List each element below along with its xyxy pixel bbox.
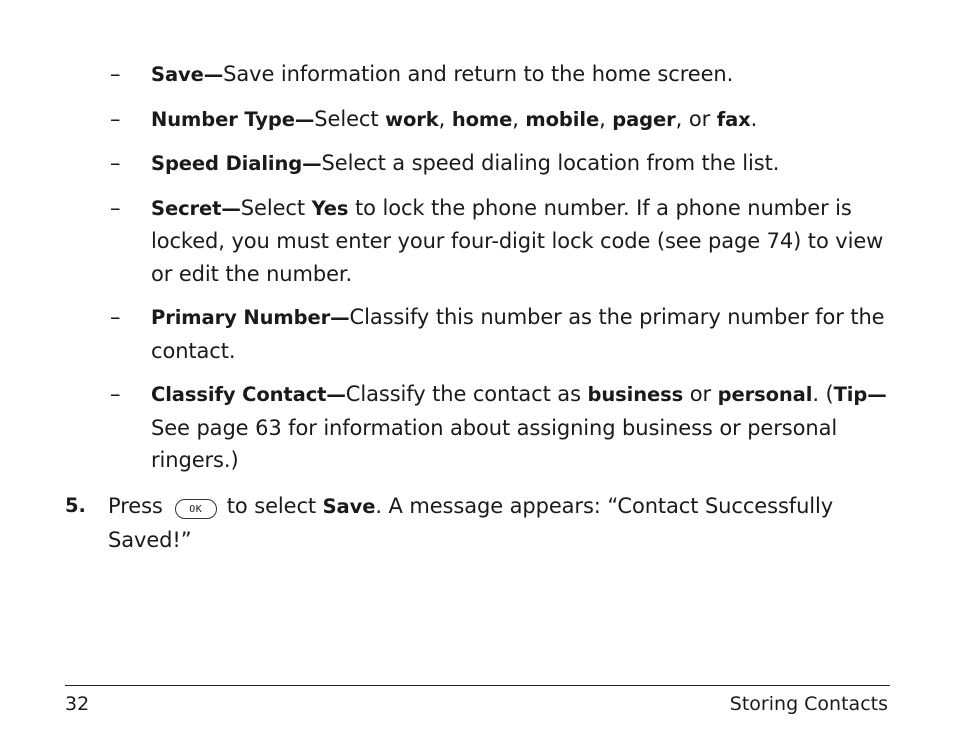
option-speed-dialing <box>110 147 900 181</box>
step-5 <box>65 490 908 556</box>
footer-divider <box>65 685 890 686</box>
separator: , or <box>675 106 717 131</box>
option-text: . <box>750 106 758 131</box>
option-text: See page 63 for information about assigning business or personal ringers.) <box>151 415 838 472</box>
ok-key-icon <box>175 499 217 519</box>
option-text: Classify the contact as <box>345 382 588 406</box>
keyword-yes: Yes <box>311 196 349 220</box>
keyword-tip: Tip— <box>833 383 887 406</box>
keyword-business: business <box>587 383 684 406</box>
option-text: Select <box>240 195 312 220</box>
dash-bullet: – <box>110 106 121 131</box>
step-text: Press <box>108 494 163 518</box>
option-term: Secret— <box>151 196 241 220</box>
option-term: Number Type— <box>151 107 315 131</box>
separator: . ( <box>812 382 834 406</box>
page-number: 32 <box>65 693 90 715</box>
option-number-type <box>110 103 900 137</box>
option-text: to lock the phone number. If a phone number is locked, you must enter your four-digit lock code (see page 74) to view or edit the number. <box>151 195 884 286</box>
keyword-personal: personal <box>717 383 813 406</box>
option-classify-contact <box>110 378 900 477</box>
ok-key-label: OK <box>189 504 203 515</box>
dash-bullet: – <box>110 62 121 86</box>
dash-bullet: – <box>110 382 121 406</box>
option-term: Classify Contact— <box>151 383 346 406</box>
step-number: 5. <box>65 494 86 517</box>
step-text: to select <box>226 494 323 518</box>
dash-bullet: – <box>110 195 121 220</box>
option-list <box>110 58 900 488</box>
option-primary-number <box>110 301 900 367</box>
option-save <box>110 58 900 92</box>
option-text: Classify this number as the primary number for the contact. <box>151 305 885 363</box>
dash-bullet: – <box>110 305 121 329</box>
keyword-home: home <box>451 107 513 131</box>
keyword-work: work <box>385 107 439 131</box>
section-title: Storing Contacts <box>729 693 888 715</box>
step-text: . A message appears: “Contact Successfully Saved!” <box>108 494 834 552</box>
option-term: Speed Dialing— <box>151 152 322 175</box>
option-secret <box>110 192 900 291</box>
option-text: Select <box>314 106 386 131</box>
option-text: Select a speed dialing location from the list. <box>321 151 780 175</box>
keyword-save: Save <box>322 495 376 518</box>
keyword-mobile: mobile <box>525 107 600 131</box>
separator: , <box>512 106 526 131</box>
separator: , <box>599 106 613 131</box>
keyword-fax: fax <box>716 107 751 131</box>
separator: , <box>438 106 452 131</box>
separator: or <box>683 382 718 406</box>
option-term: Save— <box>151 63 224 86</box>
option-term: Primary Number— <box>151 306 350 329</box>
dash-bullet: – <box>110 151 121 175</box>
option-text: Save information and return to the home screen. <box>223 62 734 86</box>
keyword-pager: pager <box>612 107 676 131</box>
